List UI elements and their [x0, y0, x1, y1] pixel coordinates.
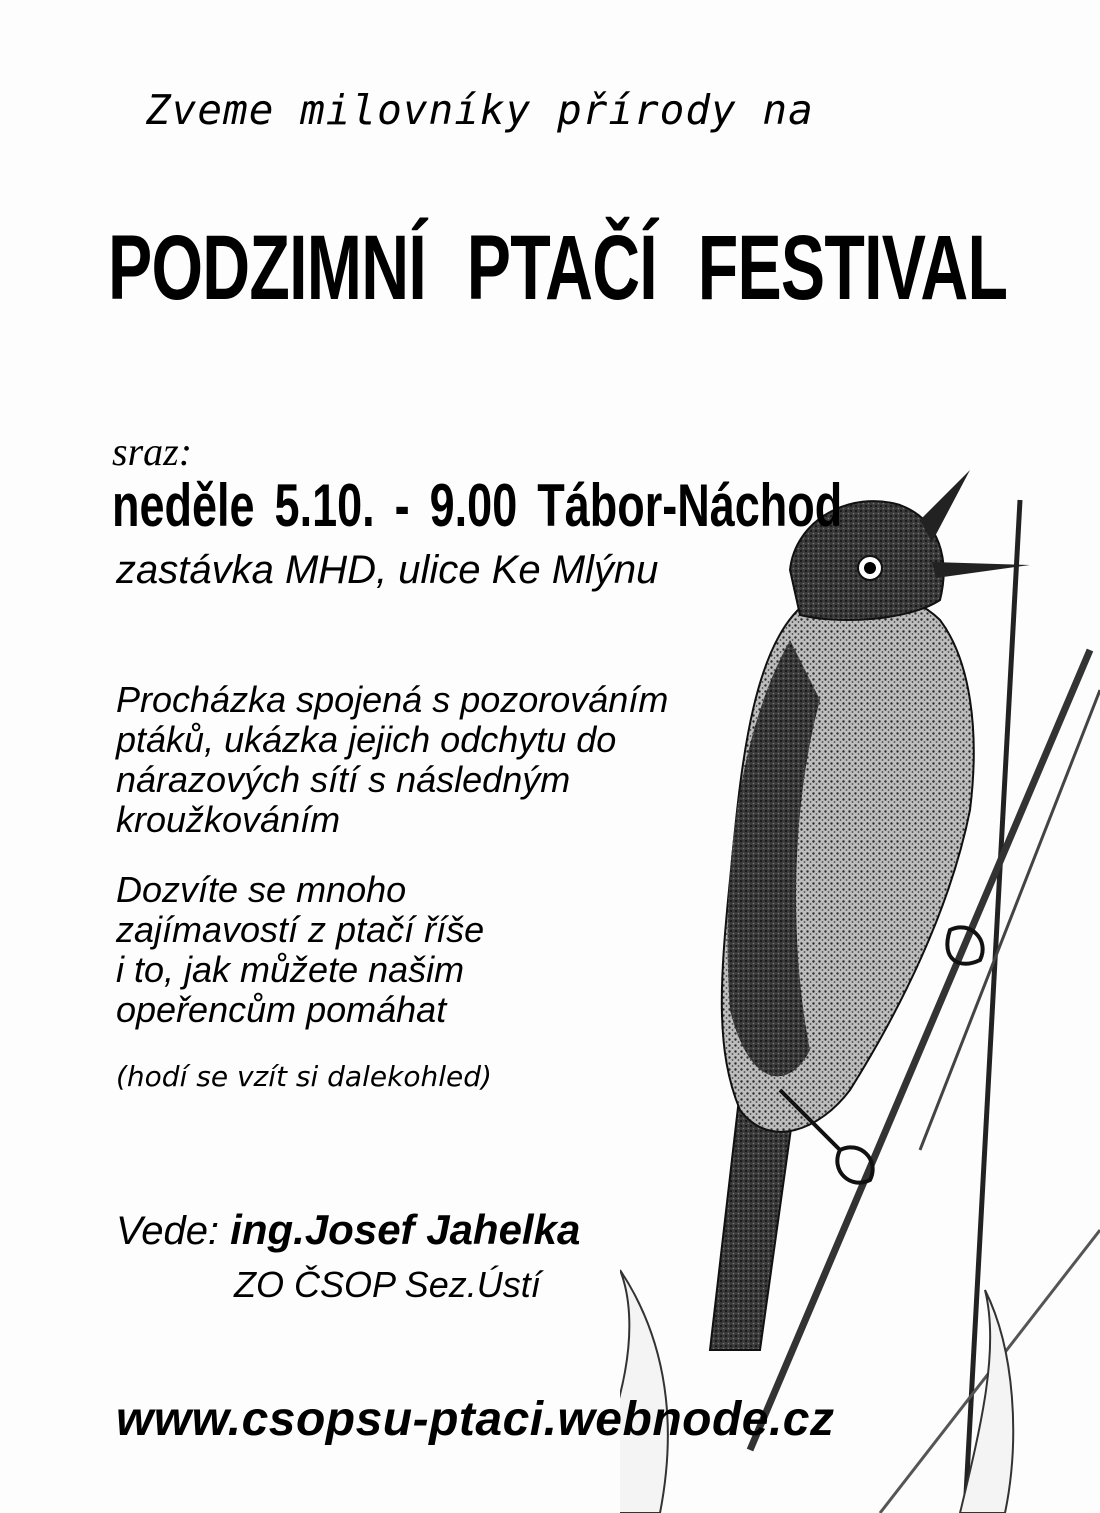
leader-label: Vede: — [116, 1209, 220, 1253]
info-line: Dozvíte se mnoho — [116, 869, 407, 910]
binoculars-note: (hodí se vzít si dalekohled) — [116, 1060, 492, 1093]
meeting-stop: zastávka MHD, ulice Ke Mlýnu — [116, 548, 659, 592]
description-line: kroužkováním — [116, 799, 341, 840]
leader-line — [116, 1206, 580, 1254]
info-description — [116, 870, 716, 1030]
organization: ZO ČSOP Sez.Ústí — [234, 1264, 541, 1305]
walk-description — [116, 680, 816, 840]
description-line: ptáků, ukázka jejich odchytu do — [116, 719, 617, 760]
description-line: nárazových sítí s následným — [116, 759, 571, 800]
meeting-date-time-place: neděle 5.10. - 9.00 Tábor-Náchod — [112, 472, 843, 539]
festival-title: PODZIMNÍ PTAČÍ FESTIVAL — [108, 217, 1008, 319]
invitation-text: Zveme milovníky přírody na — [146, 86, 814, 134]
meeting-label: sraz: — [112, 429, 193, 474]
info-line: opeřencům pomáhat — [116, 989, 447, 1030]
leader-name: ing.Josef Jahelka — [230, 1206, 581, 1253]
website-link[interactable]: www.csopsu-ptaci.webnode.cz — [116, 1393, 835, 1446]
description-line: Procházka spojená s pozorováním — [116, 679, 669, 720]
info-line: zajímavostí z ptačí říše — [116, 909, 485, 950]
info-line: i to, jak můžete našim — [116, 949, 465, 990]
